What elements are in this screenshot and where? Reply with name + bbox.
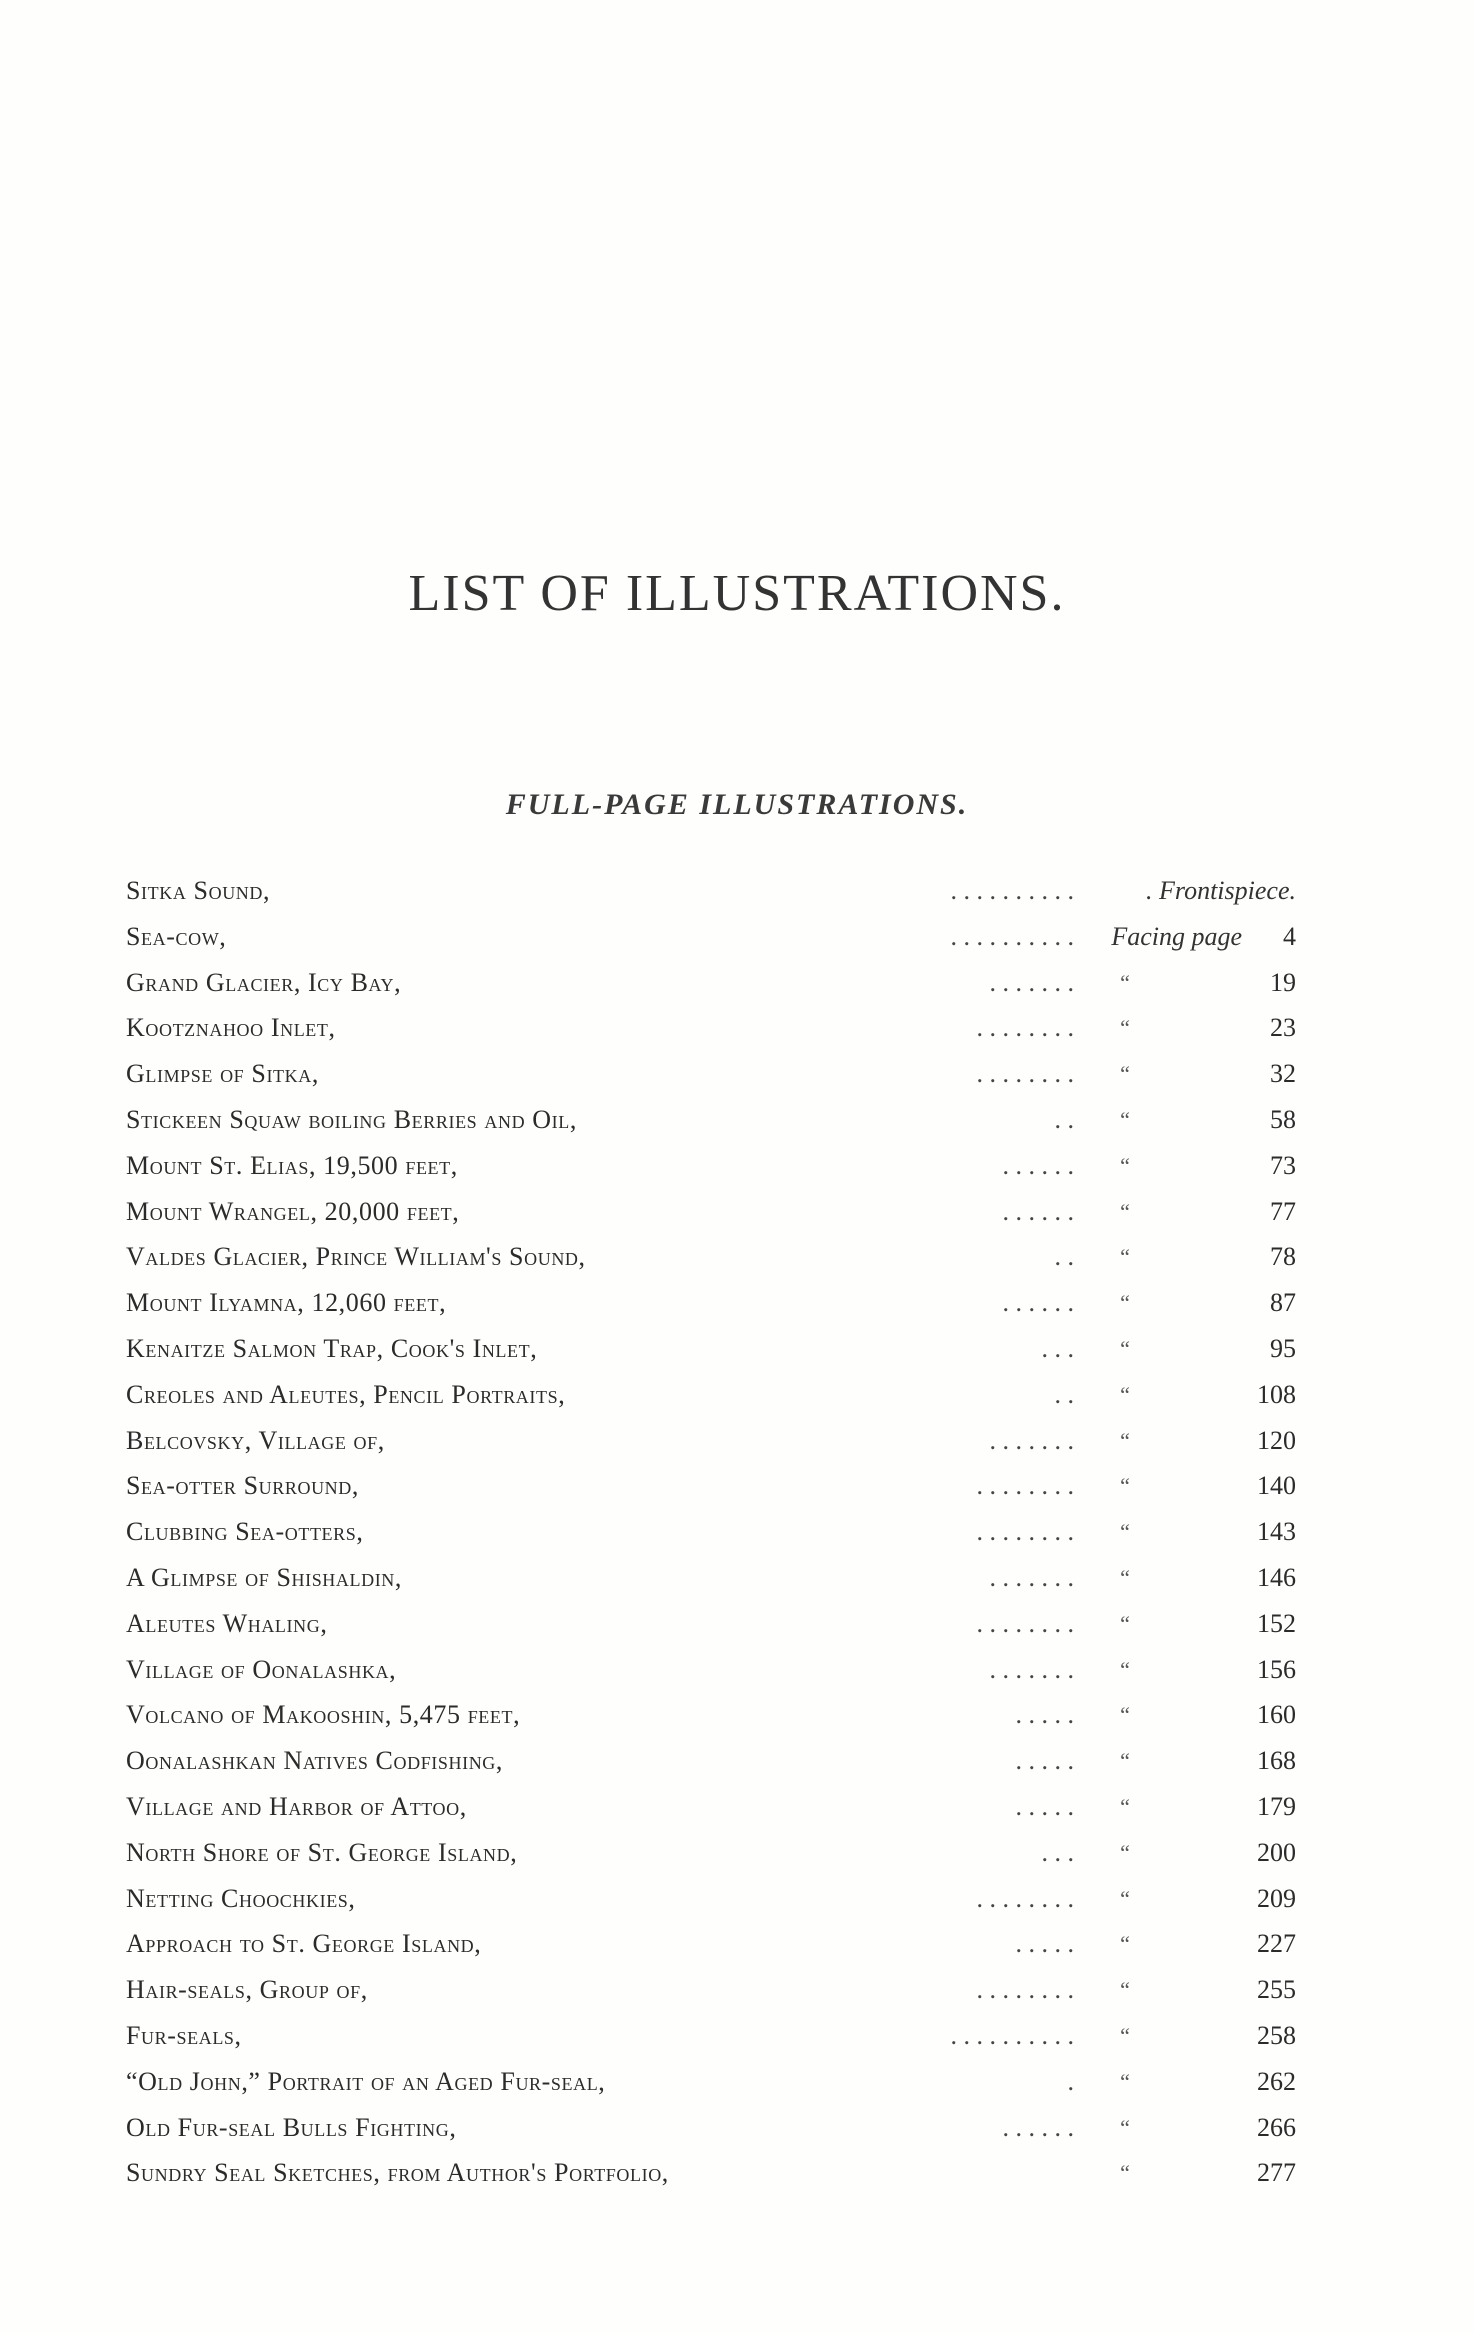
- leader-dots: .: [1067, 2066, 1074, 2096]
- ditto-mark: “: [1120, 1152, 1130, 1178]
- leader-dots: . . . . . . . . . .: [950, 921, 1074, 951]
- illustration-caption: Hair-seals, Group of,: [126, 1975, 368, 2005]
- leader-dots: . . . . . .: [1002, 1150, 1074, 1180]
- ditto-mark: “: [1120, 1427, 1130, 1453]
- page-number: 227: [1257, 1929, 1296, 1959]
- leader-dots: . . . . . . .: [989, 967, 1074, 997]
- illustration-entry: [126, 2059, 1296, 2105]
- ditto-mark: “: [1120, 1702, 1130, 1728]
- page-number: 168: [1257, 1746, 1296, 1776]
- ditto-mark: “: [1120, 2114, 1130, 2140]
- leader-dots: . . . . . . . .: [976, 1975, 1074, 2005]
- illustration-caption: Old Fur-seal Bulls Fighting,: [126, 2112, 457, 2142]
- page-number: 160: [1257, 1700, 1296, 1730]
- illustration-caption: Valdes Glacier, Prince William's Sound,: [126, 1242, 586, 1272]
- leader-dots: . .: [1054, 1104, 1074, 1134]
- illustration-entry: [126, 1051, 1296, 1097]
- ditto-mark: “: [1120, 2160, 1130, 2186]
- ditto-mark: “: [1120, 1748, 1130, 1774]
- page-number: 277: [1257, 2158, 1296, 2188]
- illustration-caption: Sea-cow,: [126, 921, 227, 951]
- leader-dots: . . . . .: [1015, 1929, 1074, 1959]
- page-number: 108: [1257, 1379, 1296, 1409]
- illustration-caption: Village and Harbor of Attoo,: [126, 1791, 467, 1821]
- illustration-entry: [126, 960, 1296, 1006]
- illustration-entry: [126, 1967, 1296, 2013]
- illustration-caption: Mount St. Elias, 19,500 feet,: [126, 1150, 458, 1180]
- illustration-caption: Grand Glacier, Icy Bay,: [126, 967, 402, 997]
- illustration-entry: [126, 914, 1296, 960]
- page-number: 95: [1270, 1333, 1296, 1363]
- page-number: 19: [1270, 967, 1296, 997]
- leader-dots: . . . . . .: [1002, 2112, 1074, 2142]
- page-number: 77: [1270, 1196, 1296, 1226]
- page-number: 140: [1257, 1471, 1296, 1501]
- illustration-entry: [126, 1418, 1296, 1464]
- ditto-mark: “: [1120, 1839, 1130, 1865]
- illustration-entry: [126, 1372, 1296, 1418]
- page-number: 32: [1270, 1059, 1296, 1089]
- ditto-mark: “: [1120, 1656, 1130, 1682]
- illustration-entry: [126, 1326, 1296, 1372]
- illustration-entry: [126, 1738, 1296, 1784]
- illustration-caption: Sitka Sound,: [126, 876, 271, 905]
- ditto-mark: “: [1120, 1610, 1130, 1636]
- illustration-entry: [126, 1647, 1296, 1693]
- page-number: 258: [1257, 2020, 1296, 2050]
- illustration-entry: [126, 1005, 1296, 1051]
- ditto-mark: “: [1120, 1198, 1130, 1224]
- facing-page-label: Facing page: [1111, 921, 1242, 951]
- ditto-mark: “: [1120, 1519, 1130, 1545]
- illustration-entry: [126, 1509, 1296, 1555]
- page-number: 78: [1270, 1242, 1296, 1272]
- ditto-mark: “: [1120, 1473, 1130, 1499]
- page-number: 58: [1270, 1104, 1296, 1134]
- illustration-caption: Oonalashkan Natives Codfishing,: [126, 1746, 503, 1776]
- leader-dots: . . .: [1041, 1333, 1074, 1363]
- leader-dots: . . . . . . . .: [976, 1471, 1074, 1501]
- illustration-caption: Glimpse of Sitka,: [126, 1059, 319, 1089]
- leader-dots: . . . . . .: [1002, 1196, 1074, 1226]
- page-number: 23: [1270, 1013, 1296, 1043]
- illustration-entry: [126, 1876, 1296, 1922]
- section-subtitle: FULL-PAGE ILLUSTRATIONS.: [505, 788, 969, 821]
- illustration-list: [126, 868, 1296, 2196]
- leader-dots: . . . . .: [1015, 1700, 1074, 1730]
- illustration-caption: Sundry Seal Sketches, from Author's Portfolio,: [126, 2158, 669, 2188]
- ditto-mark: “: [1120, 1106, 1130, 1132]
- frontispiece-label: . Frontispiece.: [1146, 876, 1296, 905]
- illustration-caption: Belcovsky, Village of,: [126, 1425, 385, 1455]
- ditto-mark: “: [1120, 1381, 1130, 1407]
- ditto-mark: “: [1120, 1564, 1130, 1590]
- leader-dots: . . . . . . .: [989, 1425, 1074, 1455]
- leader-dots: . . . . . . . .: [976, 1013, 1074, 1043]
- leader-dots: . . . . . .: [1002, 1288, 1074, 1318]
- ditto-mark: “: [1120, 1061, 1130, 1087]
- page-number: 266: [1257, 2112, 1296, 2142]
- illustration-entry: [126, 1463, 1296, 1509]
- illustration-entry: [126, 1234, 1296, 1280]
- leader-dots: . .: [1054, 1242, 1074, 1272]
- page-number: 209: [1257, 1883, 1296, 1913]
- illustration-caption: Aleutes Whaling,: [126, 1608, 328, 1638]
- illustration-caption: Mount Ilyamna, 12,060 feet,: [126, 1288, 447, 1318]
- illustration-entry: [126, 2105, 1296, 2151]
- ditto-mark: “: [1120, 1244, 1130, 1270]
- ditto-mark: “: [1120, 969, 1130, 995]
- illustration-caption: Sea-otter Surround,: [126, 1471, 359, 1501]
- ditto-mark: “: [1120, 2068, 1130, 2094]
- illustration-caption: A Glimpse of Shishaldin,: [126, 1562, 402, 1592]
- page-number: 255: [1257, 1975, 1296, 2005]
- illustration-entry: [126, 1784, 1296, 1830]
- illustration-entry: [126, 1830, 1296, 1876]
- leader-dots: . . . . . . . .: [976, 1517, 1074, 1547]
- page-number: 4: [1283, 921, 1296, 951]
- illustration-entry: [126, 1097, 1296, 1143]
- page-number: 152: [1257, 1608, 1296, 1638]
- page-number: 262: [1257, 2066, 1296, 2096]
- leader-dots: . . . . . . . .: [976, 1883, 1074, 1913]
- illustration-caption: Creoles and Aleutes, Pencil Portraits,: [126, 1379, 566, 1409]
- illustration-entry: [126, 1280, 1296, 1326]
- leader-dots: . . . . . . .: [989, 1562, 1074, 1592]
- illustration-caption: Mount Wrangel, 20,000 feet,: [126, 1196, 460, 1226]
- illustration-entry: [126, 1601, 1296, 1647]
- illustration-caption: Approach to St. George Island,: [126, 1929, 482, 1959]
- illustration-caption: Kootznahoo Inlet,: [126, 1013, 336, 1043]
- illustration-caption: Village of Oonalashka,: [126, 1654, 397, 1684]
- illustration-caption: Netting Choochkies,: [126, 1883, 356, 1913]
- page-number: 73: [1270, 1150, 1296, 1180]
- illustration-entry: [126, 1555, 1296, 1601]
- leader-dots: . . . . .: [1015, 1746, 1074, 1776]
- ditto-mark: “: [1120, 1015, 1130, 1041]
- illustration-caption: Stickeen Squaw boiling Berries and Oil,: [126, 1104, 577, 1134]
- illustration-entry: [126, 2150, 1296, 2196]
- page-number: 143: [1257, 1517, 1296, 1547]
- ditto-mark: “: [1120, 2022, 1130, 2048]
- leader-dots: . . . . . . .: [989, 1654, 1074, 1684]
- illustration-entry: [126, 1692, 1296, 1738]
- leader-dots: . . . . .: [1015, 1791, 1074, 1821]
- page-number: 120: [1257, 1425, 1296, 1455]
- page-number: 179: [1257, 1791, 1296, 1821]
- leader-dots: . . . . . . . .: [976, 1608, 1074, 1638]
- illustration-entry: [126, 1143, 1296, 1189]
- leader-dots: . . .: [1041, 1837, 1074, 1867]
- illustration-caption: Fur-seals,: [126, 2020, 242, 2050]
- leader-dots: . . . . . . . .: [976, 1059, 1074, 1089]
- ditto-mark: “: [1120, 1977, 1130, 2003]
- illustration-caption: Volcano of Makooshin, 5,475 feet,: [126, 1700, 521, 1730]
- ditto-mark: “: [1120, 1290, 1130, 1316]
- illustration-entry: [126, 1921, 1296, 1967]
- page-number: 156: [1257, 1654, 1296, 1684]
- illustration-caption: “Old John,” Portrait of an Aged Fur-seal,: [126, 2066, 606, 2096]
- ditto-mark: “: [1120, 1335, 1130, 1361]
- page-title: LIST OF ILLUSTRATIONS.: [408, 565, 1066, 622]
- illustration-entry: [126, 2013, 1296, 2059]
- illustration-entry: [126, 1189, 1296, 1235]
- page-number: 146: [1257, 1562, 1296, 1592]
- ditto-mark: “: [1120, 1885, 1130, 1911]
- ditto-mark: “: [1120, 1793, 1130, 1819]
- page-number: 200: [1257, 1837, 1296, 1867]
- leader-dots: . . . . . . . . . .: [950, 2020, 1074, 2050]
- page-number: 87: [1270, 1288, 1296, 1318]
- leader-dots: . . . . . . . . . .: [950, 876, 1074, 905]
- illustration-entry: [126, 868, 1296, 914]
- illustration-caption: Kenaitze Salmon Trap, Cook's Inlet,: [126, 1333, 538, 1363]
- ditto-mark: “: [1120, 1931, 1130, 1957]
- illustration-caption: North Shore of St. George Island,: [126, 1837, 518, 1867]
- illustration-caption: Clubbing Sea-otters,: [126, 1517, 364, 1547]
- leader-dots: . .: [1054, 1379, 1074, 1409]
